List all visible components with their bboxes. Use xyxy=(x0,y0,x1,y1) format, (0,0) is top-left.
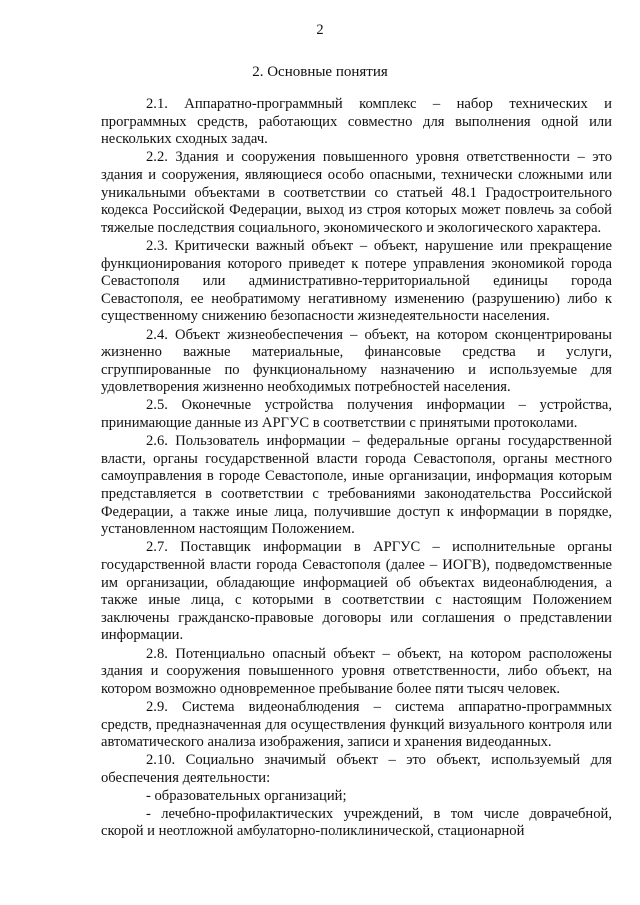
definition-2-7: 2.7. Поставщик информации в АРГУС – исполнительные органы государственной власти города Севастополя (далее – ИОГВ), подведомственные им организации, обладающие информацией об объектах видеонаблюдения, а также иные лица, с которыми в соответствии с настоящим Положением заключены гражданско-правовые договоры или соглашения о представлении информации. xyxy=(101,539,612,644)
section-title: 2. Основные понятия xyxy=(252,64,388,80)
page-number: 2 xyxy=(316,22,324,38)
definition-2-8: 2.8. Потенциально опасный объект – объект, на котором расположены здания и сооружения повышенного уровня ответственности, либо объект, на котором возможно одновременное пребывание более пяти тысяч человек. xyxy=(101,645,612,697)
list-item-educational: - образовательных организаций; xyxy=(146,788,347,805)
document-body xyxy=(101,96,612,841)
definition-2-3: 2.3. Критически важный объект – объект, нарушение или прекращение функционирования которого приведет к потере управления экономикой города Севастополя или административно-территориальной единицы города Севастополя, ее необратимому негативному изменению (разрушению) либо к существенному снижению безопасности жизнедеятельности населения. xyxy=(101,237,612,325)
definition-2-2: 2.2. Здания и сооружения повышенного уровня ответственности – это здания и сооружения, являющиеся особо опасными, технически сложными или уникальными объектами в соответствии со статьей 48.1 Градостроительного кодекса Российской Федерации, выход из строя которых может повлечь за собой тяжелые последствия социального, экономического и экологического характера. xyxy=(101,149,612,236)
definition-2-6: 2.6. Пользователь информации – федеральные органы государственной власти, органы государственной власти города Севастополя, органы местного самоуправления в городе Севастополе, иные организации, информация которым представляется в соответствии с требованиями законодательства Российской Федерации, а также иные лица, получившие доступ к информации в порядке, установленном настоящим Положением. xyxy=(101,433,612,538)
definition-2-9: 2.9. Система видеонаблюдения – система аппаратно-программных средств, предназначенная для осуществления функций визуального контроля или автоматического анализа изображения, записи и хранения видеоданных. xyxy=(101,698,612,751)
list-item-medical: - лечебно-профилактических учреждений, в том числе доврачебной, скорой и неотложной амбулаторно-поликлинической, стационарной xyxy=(101,805,612,840)
definition-2-5: 2.5. Оконечные устройства получения информации – устройства, принимающие данные из АРГУС в соответствии с принятыми протоколами. xyxy=(101,397,612,432)
definition-2-1: 2.1. Аппаратно-программный комплекс – набор технических и программных средств, работающих совместно для выполнения одной или нескольких сходных задач. xyxy=(101,96,612,148)
definition-2-4: 2.4. Объект жизнеобеспечения – объект, на котором сконцентрированы жизненно важные материальные, финансовые средства и услуги, сгруппированные по функциональному назначению и используемые для удовлетворения жизненно необходимых потребностей населения. xyxy=(101,326,612,396)
definition-2-10: 2.10. Социально значимый объект – это объект, используемый для обеспечения деятельности: xyxy=(101,752,612,786)
